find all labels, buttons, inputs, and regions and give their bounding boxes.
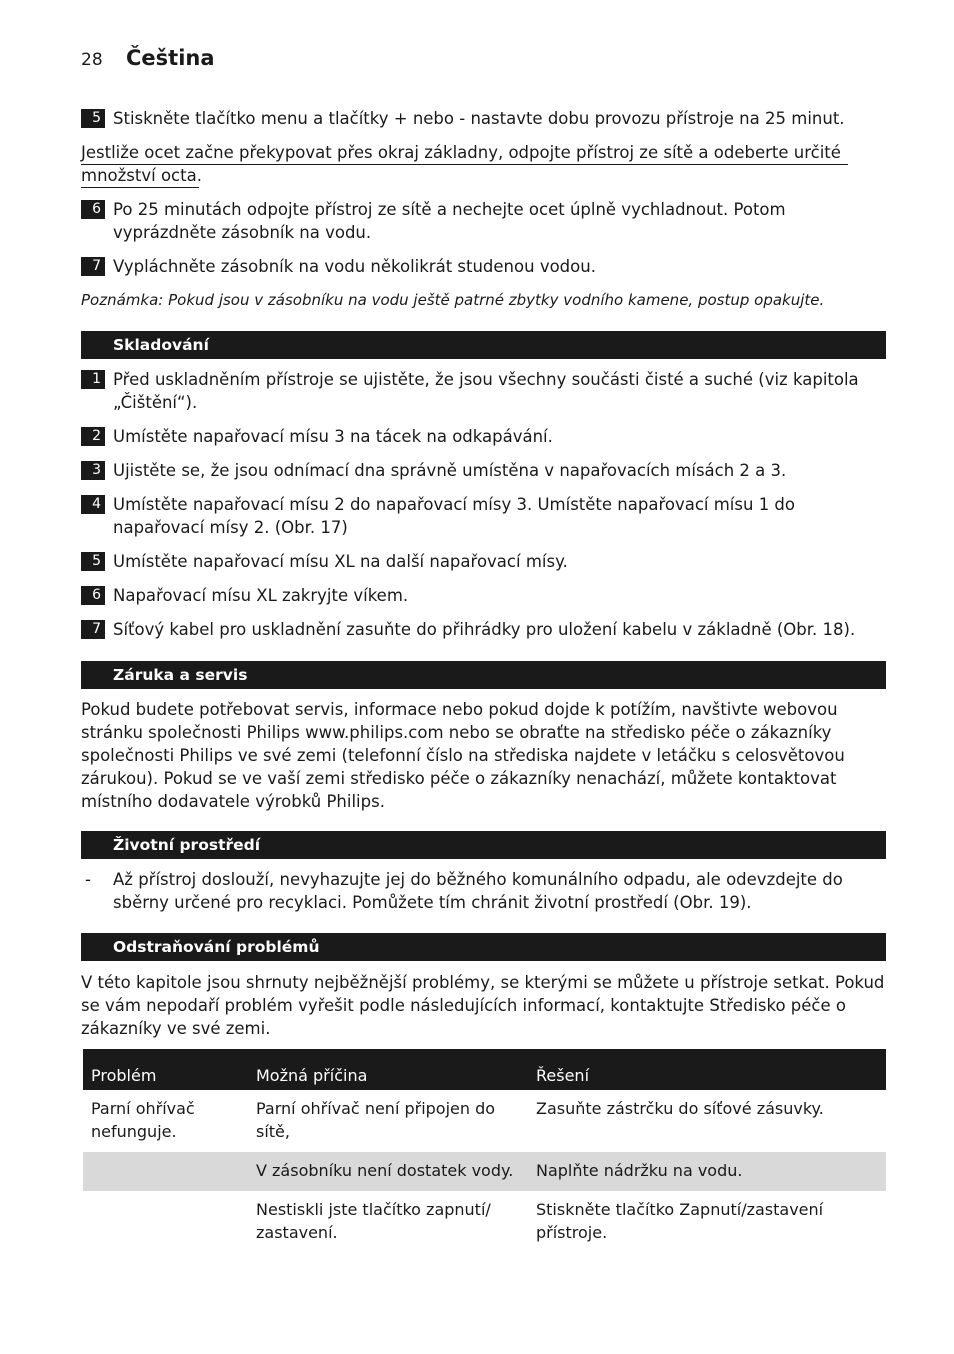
step-text: Umístěte napařovací mísu XL na další napařovací mísy. [113,552,568,571]
warranty-text-start: Pokud budete potřebovat servis, informace nebo pokud dojde k potížím, navštivte webovou stránku společnosti Philips [81,700,838,742]
step-text: Síťový kabel pro uskladnění zasuňte do přihrádky pro uložení kabelu v základně (Obr. 18). [113,620,856,639]
table-cell: Parní ohřívač není připojen do sítě, [256,1099,496,1141]
warning-underline [81,164,848,165]
step-text: Umístěte napařovací mísu 2 do napařovací mísy 3. Umístěte napařovací mísu 1 do napařovací mísy 2. (Obr. 17) [113,495,796,537]
step-text: Vypláchněte zásobník na vodu několikrát studenou vodou. [113,257,596,276]
step-text: Ujistěte se, že jsou odnímací dna správně umístěna v napařovacích mísách 2 a 3. [113,461,787,480]
storage-step-7 [81,618,886,641]
descaling-step-6 [81,198,886,244]
section-heading-environment: Životní prostředí [81,831,886,859]
table-cell: Naplňte nádržku na vodu. [528,1152,886,1191]
step-number: 4 [81,495,105,514]
table-header-row [83,1049,886,1090]
table-cell [83,1152,248,1191]
table-row [83,1152,886,1191]
bullet-text: Až přístroj doslouží, nevyhazujte jej do běžného komunálního odpadu, ale odevzdejte do sběrny určené pro recyklaci. Pomůžete tím chránit životní prostředí (Obr. 19). [113,870,843,912]
table-cell: V zásobníku není dostatek vody. [248,1152,528,1191]
column-header-problem: Problém [83,1049,248,1090]
storage-step-1 [81,368,886,414]
section-heading-storage: Skladování [81,331,886,359]
descaling-step-7 [81,255,886,278]
step-number: 7 [81,257,105,276]
warranty-text [81,698,886,813]
table-row [83,1090,886,1152]
step-text: Stiskněte tlačítko menu a tlačítky + nebo - nastavte dobu provozu přístroje na 25 minut. [113,109,845,128]
step-text: Umístěte napařovací mísu 3 na tácek na odkapávání. [113,427,553,446]
step-number: 3 [81,461,105,480]
storage-step-2 [81,425,886,448]
step-text: Po 25 minutách odpojte přístroj ze sítě a nechejte ocet úplně vychladnout. Potom vyprázdněte zásobník na vodu. [113,200,786,242]
note-text: Poznámka: Pokud jsou v zásobníku na vodu ještě patrné zbytky vodního kamene, postup opakujte. [81,291,825,309]
step-text: Napařovací mísu XL zakryjte víkem. [113,586,409,605]
table-row [83,1191,886,1253]
environment-bullet [81,868,886,914]
descaling-step-5 [81,107,886,130]
step-number: 6 [81,200,105,219]
warning-text: Jestliže ocet začne překypovat přes okraj základny, odpojte přístroj ze sítě a odeberte určité množství octa. [81,143,841,185]
warning-underline [81,187,199,188]
step-number: 1 [81,370,105,389]
table-cell: Zasuňte zástrčku do síťové zásuvky. [536,1099,824,1118]
troubleshooting-table [83,1049,886,1253]
storage-step-3 [81,459,886,482]
page-title: Čeština [126,46,215,70]
section-heading-warranty: Záruka a servis [81,661,886,689]
step-number: 6 [81,586,105,605]
table-cell: Parní ohřívač nefunguje. [91,1099,195,1141]
column-header-solution: Řešení [528,1049,886,1090]
section-heading-troubleshooting: Odstraňování problémů [81,933,886,961]
step-number: 5 [81,552,105,571]
step-number: 7 [81,620,105,639]
step-text: Před uskladněním přístroje se ujistěte, že jsou všechny součásti čisté a suché (viz kapitola „Čištění“). [113,370,859,412]
storage-step-6 [81,584,886,607]
page-number: 28 [81,50,103,70]
table-cell [83,1191,248,1253]
step-number: 5 [81,109,105,128]
troubleshooting-intro: V této kapitole jsou shrnuty nejběžnější problémy, se kterými se můžete u přístroje setkat. Pokud se vám nepodaří problém vyřešit podle následujících informací, kontaktujte Středisko péče o zákazníky ve své zemi. [81,973,885,1038]
storage-step-4 [81,493,886,539]
philips-website-link[interactable]: www.philips.com [305,723,444,742]
bullet-dash: - [85,870,91,889]
table-cell: Stiskněte tlačítko Zapnutí/zastavení přístroje. [536,1200,824,1242]
step-number: 2 [81,427,105,446]
storage-step-5 [81,550,886,573]
table-cell: Nestiskli jste tlačítko zapnutí/ zastavení. [256,1200,491,1242]
warranty-text-end: nebo se obraťte na středisko péče o zákazníky společnosti Philips ve své zemi (telefonní číslo na střediska najdete v letáčku s celosvětovou zárukou). Pokud se ve vaší zemi středisko péče o zákazníky nenachází, můžete kontaktovat místního dodavatele výrobků Philips. [81,723,845,811]
column-header-cause: Možná příčina [248,1049,528,1090]
